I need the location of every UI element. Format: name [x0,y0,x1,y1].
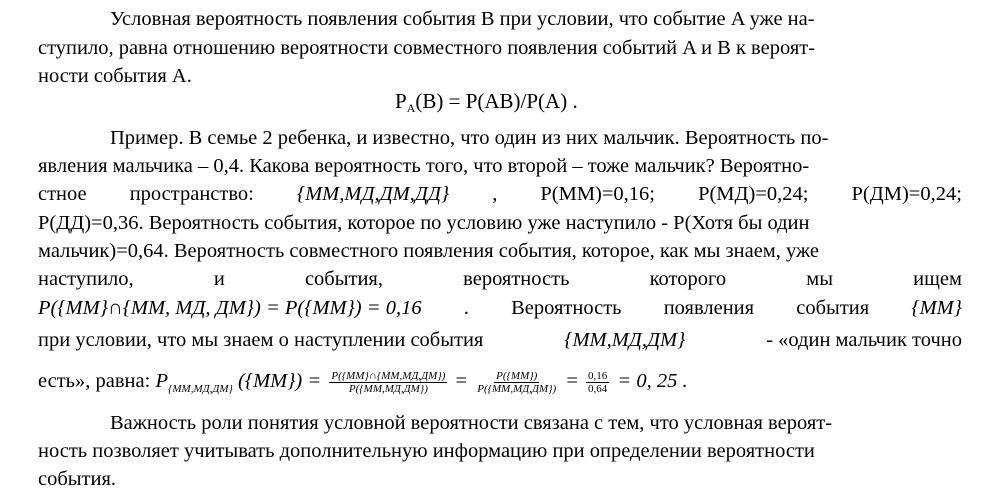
paragraph-1-line-1: Условная вероятность появления события B при условии, что событие A уже на- [110,8,815,30]
paragraph-2-line-7: P({ММ}∩{ММ, МД, ДМ}) = P({ММ}) = 0,16 . Вероятность появления события {ММ} [38,297,962,319]
paragraph-3-line-1: Важность роли понятия условной вероятности связана с тем, что условная вероят- [110,412,833,434]
conditional-probability-formula: $P_A(B) = P(AB)/P(A)$ . [395,89,578,115]
paragraph-2-line-5: мальчик)=0,64. Вероятность совместного появления события, которое, как мы знаем, уже [38,240,819,262]
paragraph-2-line-3: стное пространство: {ММ,МД,ДМ,ДД} , P(ММ)=0,16; P(МД)=0,24; P(ДМ)=0,24; [38,183,962,205]
condition-set: {ММ,МД,ДМ} [564,329,686,351]
paragraph-2-line-1: Пример. В семье 2 ребенка, и известно, что один из них мальчик. Вероятность по- [110,127,829,149]
paragraph-2-line-2: явления мальчика – 0,4. Какова вероятность того, что второй – тоже мальчик? Вероятно- [38,155,810,177]
joint-probability-formula: P({ММ}∩{ММ, МД, ДМ}) = P({ММ}) = 0,16 [38,297,422,319]
paragraph-2-line-4: P(ДД)=0,36. Вероятность события, которое по условию уже наступило - P(Хотя бы один [38,212,810,234]
paragraph-3-line-2: ность позволяет учитывать дополнительную информацию при определении вероятности [38,440,815,462]
paragraph-3-line-3: события. [38,468,117,490]
paragraph-1-line-3: ности события A. [38,65,192,87]
fraction-2: $\frac{P(\{ММ\})}{P(\{ММ,МД,ДМ\})}$ [477,369,557,395]
fraction-1: $\frac{P(\{ММ\}\cap\{ММ,МД,ДМ\})}{P(\{ММ,МД,ДМ\})}$ [331,369,446,395]
sample-space-set: {ММ,МД,ДМ,ДД} [296,183,450,205]
paragraph-2-line-9: есть», равна: $P_{\{ММ,МД,ДМ\}}$ ({ММ}) = $\frac{P(\{ММ\}\cap\{ММ,МД,ДМ\})}{P(\{ММ,МД,ДМ\})}$ = $\frac{P(\{ММ\})}{P(\{ММ,МД,ДМ\})}$ = $\frac{0,16}{0,64}$ = 0, 25 . [38,369,688,395]
paragraph-2-line-6: наступило, и события, вероятность которого мы ищем [38,268,962,290]
paragraph-1-line-2: ступило, равна отношению вероятности совместного появления событий A и B к вероят- [38,37,816,59]
paragraph-2-line-8: при условии, что мы знаем о наступлении события {ММ,МД,ДМ} - «один мальчик точно [38,329,962,351]
fraction-3: $\frac{0,16}{0,64}$ [588,369,608,395]
